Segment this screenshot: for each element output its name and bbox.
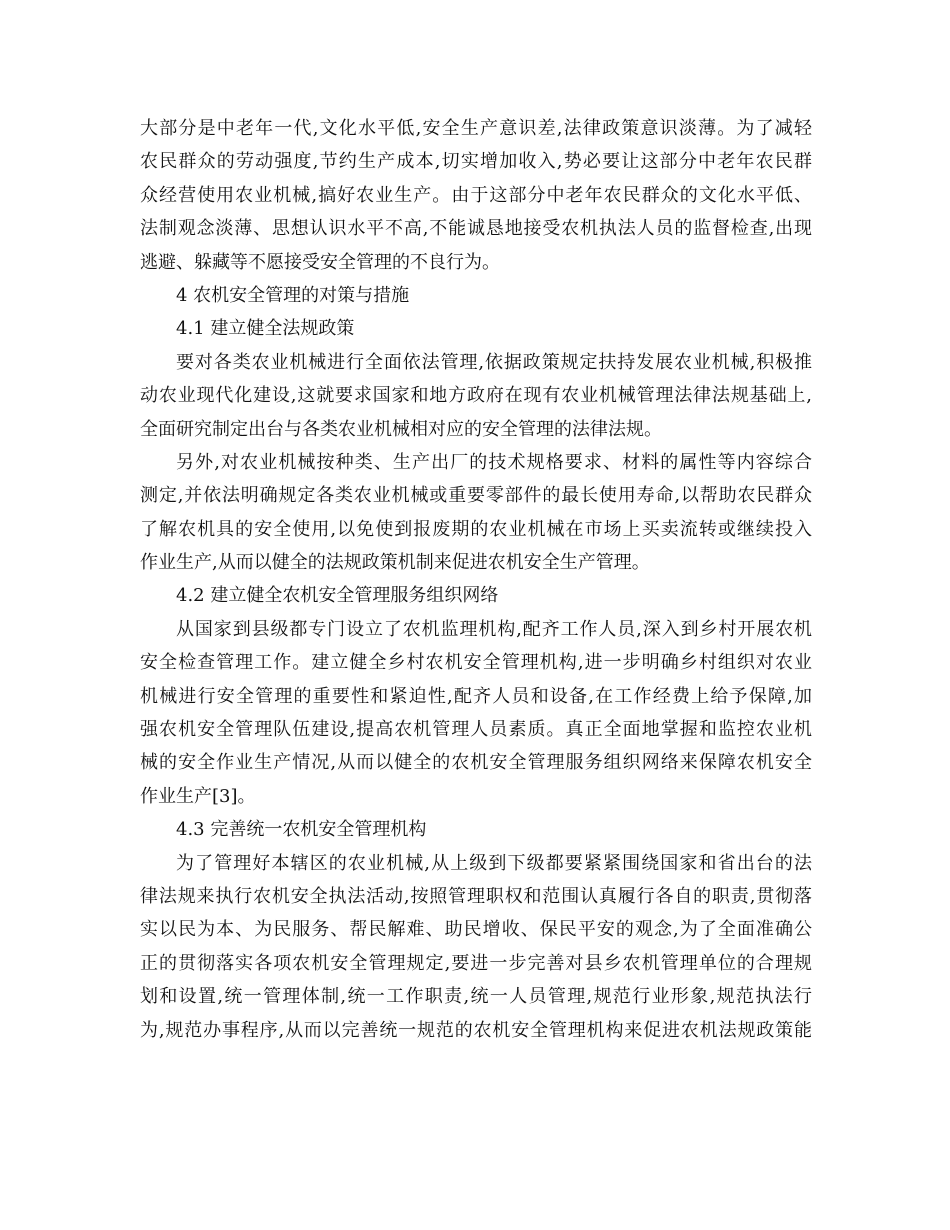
paragraph-line: 另外,对农业机械按种类、生产出厂的技术规格要求、材料的属性等内容综合 (176, 451, 812, 473)
subsection-heading: 4.2 建立健全农机安全管理服务组织网络 (176, 585, 499, 607)
paragraph-line: 律法规来执行农机安全执法活动,按照管理职权和范围认真履行各自的职责,贯彻落 (140, 885, 812, 907)
paragraph-line: 作业生产,从而以健全的法规政策机制来促进农机安全生产管理。 (140, 552, 650, 574)
paragraph-line: 为,规范办事程序,从而以完善统一规范的农机安全管理机构来促进农机法规政策能 (140, 1019, 812, 1041)
paragraph-line: 实以民为本、为民服务、帮民解难、助民增收、保民平安的观念,为了全面准确公 (140, 919, 812, 941)
paragraph-line: 从国家到县级都专门设立了农机监理机构,配齐工作人员,深入到乡村开展农机 (176, 618, 812, 640)
paragraph-line: 械的安全作业生产情况,从而以健全的农机安全管理服务组织网络来保障农机安全 (140, 752, 812, 774)
paragraph-line: 机械进行安全管理的重要性和紧迫性,配齐人员和设备,在工作经费上给予保障,加 (140, 685, 812, 707)
paragraph-line: 众经营使用农业机械,搞好农业生产。由于这部分中老年农民群众的文化水平低、 (140, 184, 812, 206)
paragraph-line: 全面研究制定出台与各类农业机械相对应的安全管理的法律法规。 (140, 418, 662, 440)
paragraph-line: 农民群众的劳动强度,节约生产成本,切实增加收入,势必要让这部分中老年农民群 (140, 151, 812, 173)
subsection-heading: 4.3 完善统一农机安全管理机构 (176, 819, 427, 841)
paragraph-line: 安全检查管理工作。建立健全乡村农机安全管理机构,进一步明确乡村组织对农业 (140, 652, 812, 674)
paragraph-line: 逃避、躲藏等不愿接受安全管理的不良行为。 (140, 251, 500, 273)
paragraph-line: 了解农机具的安全使用,以免使到报废期的农业机械在市场上买卖流转或继续投入 (140, 518, 812, 540)
paragraph-line: 法制观念淡薄、思想认识水平不高,不能诚恳地接受农机执法人员的监督检查,出现 (140, 218, 812, 240)
subsection-heading: 4.1 建立健全法规政策 (176, 318, 355, 340)
paragraph-line: 大部分是中老年一代,文化水平低,安全生产意识差,法律政策意识淡薄。为了减轻 (140, 118, 812, 139)
paragraph-line: 强农机安全管理队伍建设,提高农机管理人员素质。真正全面地掌握和监控农业机 (140, 719, 812, 741)
section-heading: 4 农机安全管理的对策与措施 (176, 284, 410, 306)
paragraph-line: 动农业现代化建设,这就要求国家和地方政府在现有农业机械管理法律法规基础上, (140, 385, 812, 407)
paragraph-line: 划和设置,统一管理体制,统一工作职责,统一人员管理,规范行业形象,规范执法行 (140, 986, 812, 1008)
paragraph-line: 要对各类农业机械进行全面依法管理,依据政策规定扶持发展农业机械,积极推 (176, 351, 812, 373)
paragraph-line: 正的贯彻落实各项农机安全管理规定,要进一步完善对县乡农机管理单位的合理规 (140, 952, 812, 974)
paragraph-line: 为了管理好本辖区的农业机械,从上级到下级都要紧紧围绕国家和省出台的法 (176, 852, 812, 874)
body-text (140, 112, 812, 1047)
paragraph-line: 作业生产[3]。 (140, 785, 256, 807)
paragraph-line: 测定,并依法明确规定各类农业机械或重要零部件的最长使用寿命,以帮助农民群众 (140, 485, 812, 507)
